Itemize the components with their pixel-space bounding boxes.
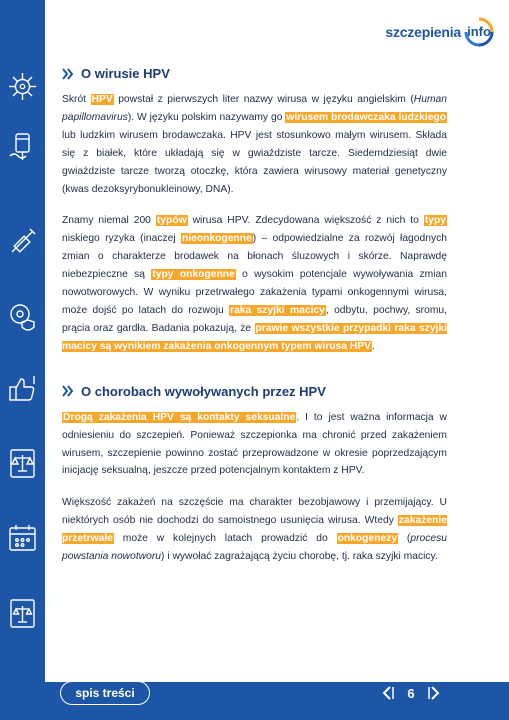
syringe-icon bbox=[6, 130, 39, 163]
text-run: lub ludzkim wirusem brodawczaka. HPV jest stosunkowo małym wirusem. Składa się z białek, które układają się w gwiaździste tarcze. Siedemdziesiąt dwie gwiaździste tarcze tworzą otoczkę, która zawiera wirusowy materiał genetyczny (kwas dezoksyrybonukleinowy, DNA). bbox=[62, 129, 447, 195]
text-run: wirusa HPV. Zdecydowana większość z nich to bbox=[187, 215, 424, 227]
paragraph bbox=[62, 91, 447, 198]
highlighted-term: raka szyjki macicy bbox=[230, 304, 325, 316]
text-run: . I to jest ważna informacja w odniesieniu do szczepień. Ponieważ szczepionka ma chronić przed zakażeniem wirusem, szczepienie powinno zostać przeprowadzone w okresie poprzedzającym inicjację seksualną, jeszcze przed potencjalnym kontaktem z HPV. bbox=[62, 411, 447, 477]
text-run: niskiego ryzyka (inaczej bbox=[62, 233, 181, 245]
text-run: Znamy niemal 200 bbox=[62, 215, 156, 227]
paragraph bbox=[62, 409, 447, 481]
main-content bbox=[62, 66, 447, 580]
highlighted-term: zakażenie przetrwałe bbox=[62, 515, 447, 545]
highlighted-term: typów bbox=[156, 215, 187, 227]
highlighted-term: typy onkogenne bbox=[152, 269, 235, 281]
highlighted-term: Drogą zakażenia HPV są kontakty seksualne bbox=[63, 411, 296, 423]
chevron-right-icon bbox=[62, 385, 75, 397]
text-run: ( bbox=[398, 533, 411, 545]
italic-term: procesu powstania nowotworu bbox=[62, 533, 447, 563]
highlighted-term: nieonkogenne bbox=[181, 233, 252, 245]
prev-page-icon[interactable] bbox=[380, 685, 394, 701]
section-heading bbox=[62, 66, 447, 81]
text-run: Większość zakażeń na szczęście ma charakter bezobjawowy i przemijający. U niektórych osób nie dochodzi do samoistnego usunięcia wirusa. Wtedy bbox=[62, 497, 447, 527]
calendar-icon bbox=[6, 522, 39, 555]
protection-icon bbox=[6, 300, 39, 333]
highlighted-term: typy bbox=[424, 215, 446, 227]
site-logo[interactable] bbox=[385, 16, 495, 48]
virus-lab-icon bbox=[6, 70, 39, 103]
logo-info-mark bbox=[463, 16, 495, 48]
text-run: ) i wywołać zagrażającą życiu chorobę, tj. raka szyjki macicy. bbox=[161, 551, 438, 563]
text-run: o wysokim potencjale wywoływania zmian nowotworowych. W wyniku przetrwałego zakażenia typami onkogennymi wirusa, może dojść po latach do rozwoju bbox=[62, 269, 447, 316]
logo-info-text: info bbox=[467, 24, 491, 39]
text-run: ) – odpowiedzialne za rozwój łagodnych zmian o charakterze brodawek na błonach śluzowych i skórze. Naprawdę niebezpieczne są bbox=[62, 233, 447, 281]
text-run: , odbytu, pochwy, sromu, prącia oraz gardła. Badania pokazują, że bbox=[62, 304, 447, 334]
chevron-right-icon bbox=[62, 68, 75, 80]
highlighted-term: HPV bbox=[91, 94, 113, 105]
text-run: powstał z pierwszych liter nazwy wirusa w języku angielskim ( bbox=[113, 94, 414, 105]
document-scales-icon bbox=[6, 597, 39, 630]
italic-term: Human papillomavirus bbox=[62, 94, 447, 123]
logo-text: szczepienia bbox=[385, 24, 461, 40]
section-title: O chorobach wywoływanych przez HPV bbox=[81, 383, 326, 399]
text-run: . bbox=[372, 340, 375, 352]
toc-button[interactable]: spis treści bbox=[60, 681, 150, 705]
paragraph bbox=[62, 494, 447, 566]
scales-icon bbox=[6, 447, 39, 480]
text-run: Skrót bbox=[62, 94, 91, 105]
footer-corner bbox=[0, 682, 45, 720]
highlighted-term: wirusem brodawczaka ludzkiego bbox=[286, 111, 446, 123]
section-title: O wirusie HPV bbox=[81, 66, 170, 81]
paragraph bbox=[62, 212, 447, 355]
section-heading bbox=[62, 384, 447, 399]
text-run: ). W języku polskim nazywamy go bbox=[127, 111, 286, 123]
page-number: 6 bbox=[407, 685, 415, 701]
syringe-icon bbox=[6, 225, 39, 258]
pagination bbox=[380, 681, 442, 705]
next-page-icon[interactable] bbox=[428, 685, 442, 701]
text-run: może w kolejnych latach prowadzić do bbox=[113, 533, 337, 545]
sidebar-strip bbox=[0, 0, 45, 720]
thumbs-up-icon bbox=[6, 372, 39, 405]
highlighted-term: prawie wszystkie przypadki raka szyjki macicy są wynikiem zakażenia onkogennym typem wirusa HPV bbox=[62, 322, 447, 352]
highlighted-term: onkogenezy bbox=[337, 533, 398, 545]
